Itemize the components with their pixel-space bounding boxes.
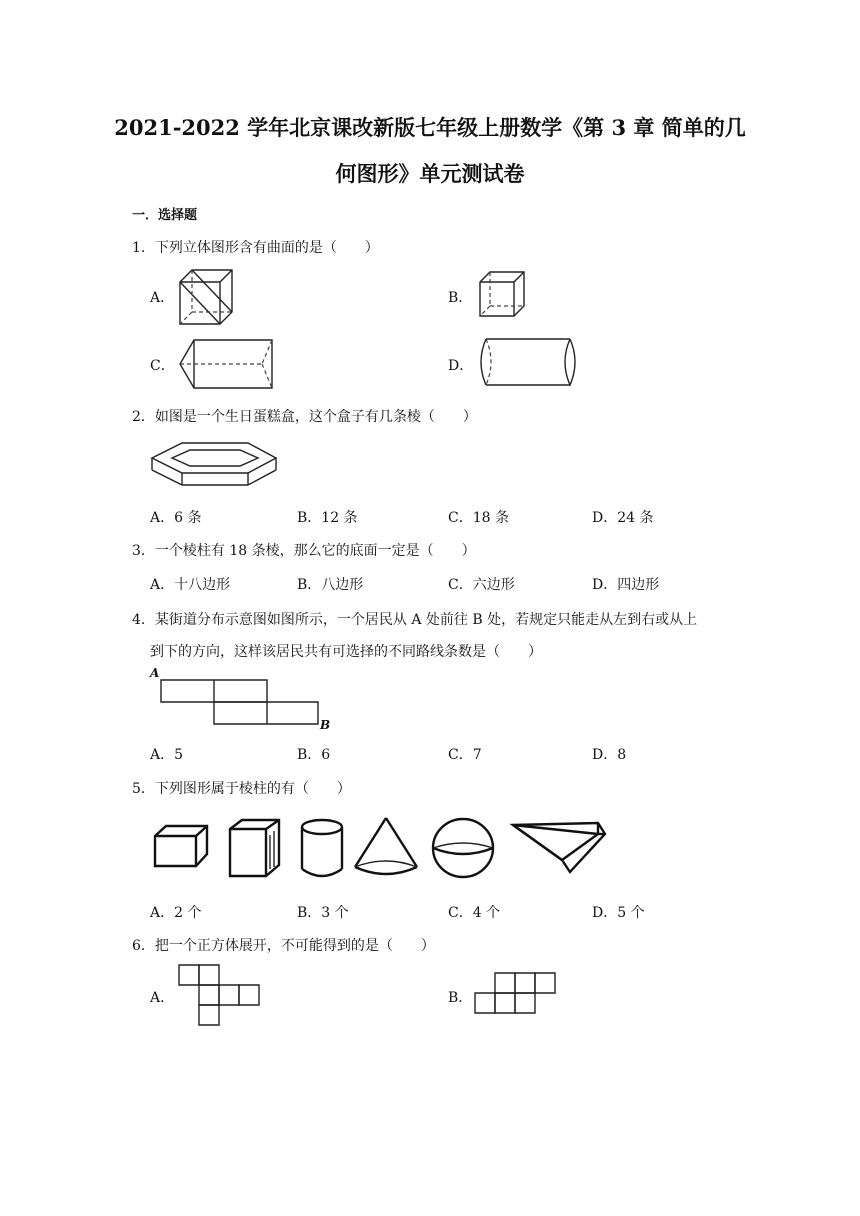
q4-option-c: C．7 [448,747,482,763]
q2-figure-hexagonal-cake-box [150,440,278,490]
q5-figure-sphere [430,816,496,880]
q3-option-b: B．八边形 [297,577,364,593]
q4-label-a: A [150,666,160,680]
q3-option-a: A．十八边形 [150,577,231,593]
q3-option-c: C．六边形 [448,577,515,593]
q6-option-a: A． [150,990,175,1006]
q1-figure-c-triangular-prism [176,336,276,392]
question-6-stem: 6．把一个正方体展开，不可能得到的是（ ） [132,938,435,954]
question-1-stem: 1．下列立体图形含有曲面的是（ ） [132,240,379,256]
q4-option-d: D．8 [592,747,627,763]
q5-figure-cuboid [152,822,210,870]
question-4-stem-line2: 到下的方向，这样该居民共有可选择的不同路线条数是（ ） [150,644,542,660]
q2-option-b: B．12 条 [297,510,358,526]
q2-option-c: C．18 条 [448,510,509,526]
q5-option-a: A．2 个 [150,905,202,921]
q5-figure-square-prism [226,817,282,879]
q2-option-a: A．6 条 [150,510,202,526]
q2-option-d: D．24 条 [592,510,654,526]
q5-figure-triangular-prism [510,820,608,876]
q4-label-b: B [320,718,331,732]
document-title-line1: 2021-2022 学年北京课改新版七年级上册数学《第 3 章 简单的几 [114,115,746,140]
q5-option-d: D．5 个 [592,905,645,921]
q4-option-b: B．6 [297,747,331,763]
q3-option-d: D．四边形 [592,577,660,593]
q1-figure-a-cube [176,266,236,326]
q6-net-figure-b [474,972,560,1016]
section-heading: 一．选择题 [132,208,198,223]
question-3-stem: 3．一个棱柱有 18 条棱，那么它的底面一定是（ ） [132,543,476,559]
q6-option-b: B． [448,990,473,1006]
q5-figure-cylinder [298,817,346,879]
q4-option-a: A．5 [150,747,184,763]
q1-option-c: C． [150,358,175,374]
question-5-stem: 5．下列图形属于棱柱的有（ ） [132,781,351,797]
q1-figure-d-cylinder [476,336,580,388]
q5-option-c: C．4 个 [448,905,501,921]
question-2-stem: 2．如图是一个生日蛋糕盒，这个盒子有几条棱（ ） [132,409,477,425]
q5-option-b: B．3 个 [297,905,349,921]
q1-option-b: B． [448,290,473,306]
q1-figure-b-cube [476,268,528,320]
q1-option-a: A． [150,290,175,306]
q1-option-d: D． [448,358,474,374]
q4-street-map-figure [160,679,320,727]
q6-net-figure-a [178,964,264,1028]
question-4-stem-line1: 4．某街道分布示意图如图所示，一个居民从 A 处前往 B 处，若规定只能走从左到右或从上 [132,612,698,628]
q5-figure-cone [352,815,420,881]
document-title-line2: 何图形》单元测试卷 [335,161,525,186]
